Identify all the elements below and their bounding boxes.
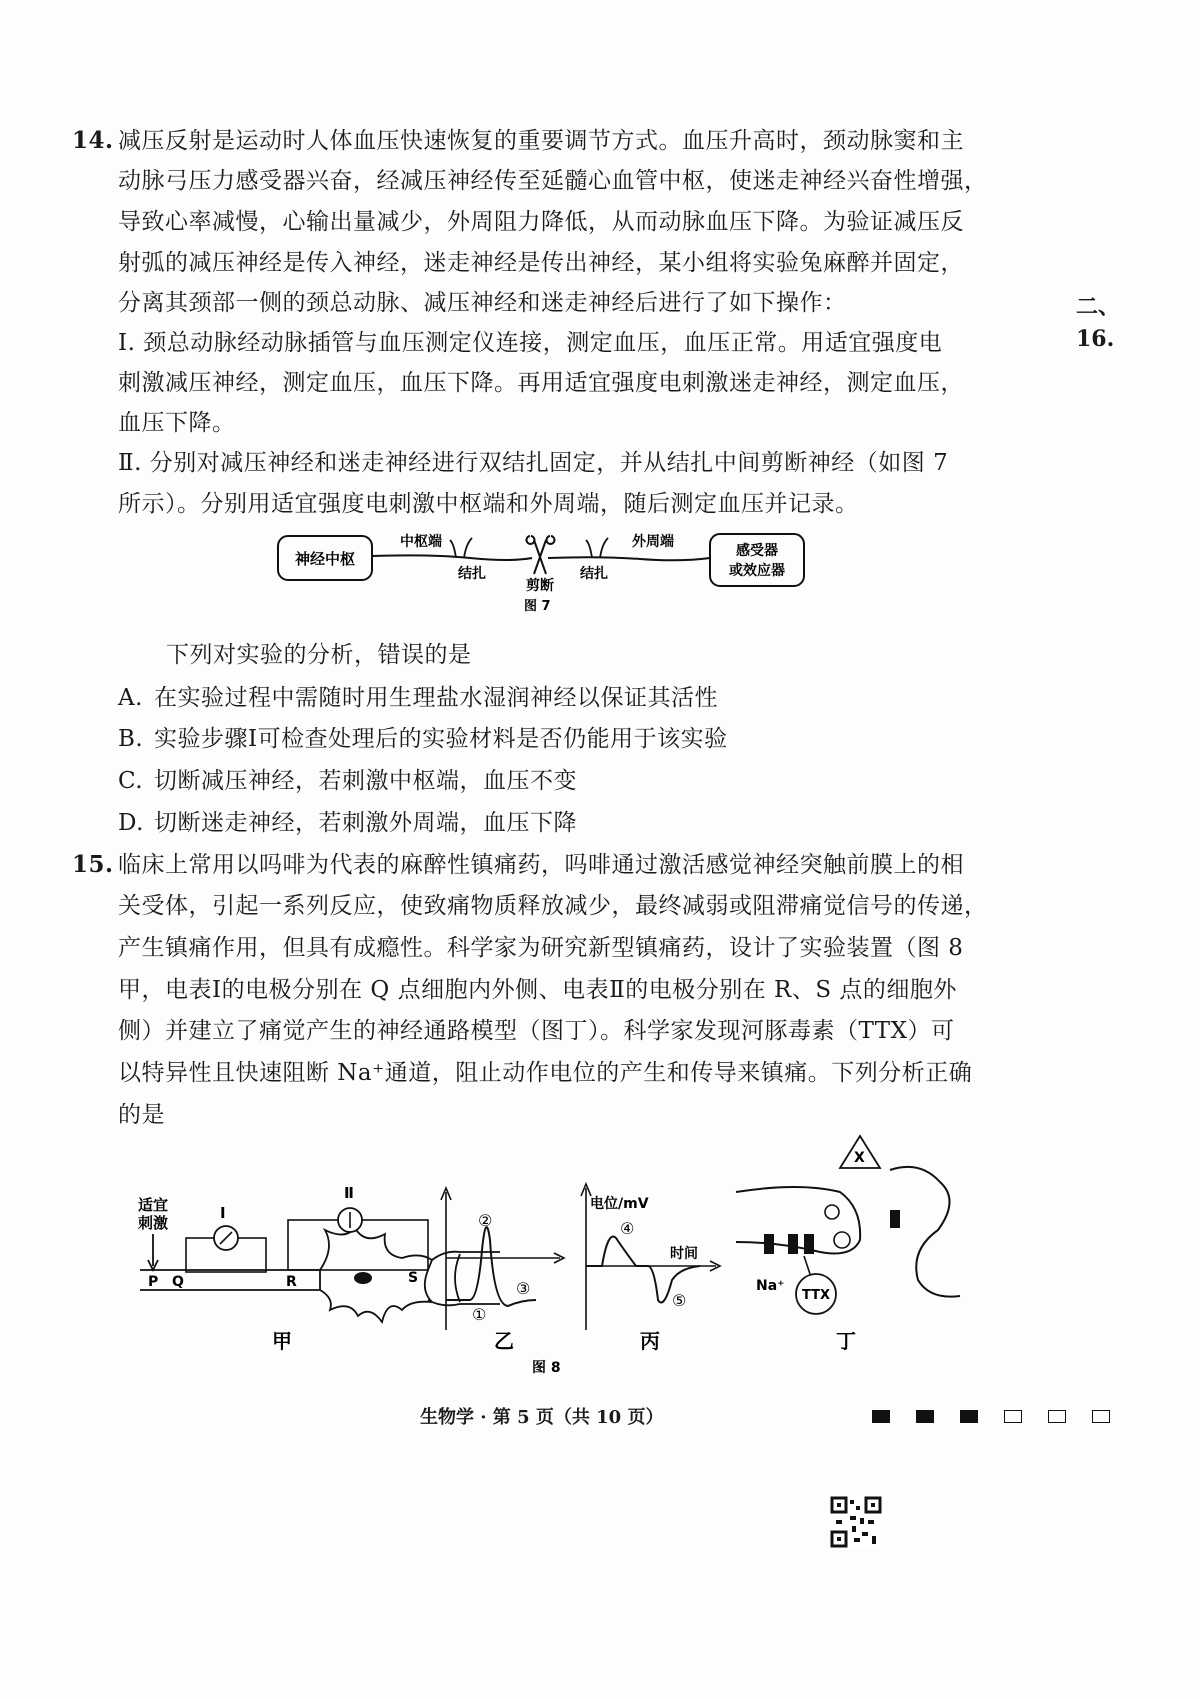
figure-8-caption: 图 8 — [532, 1360, 561, 1376]
dendrite — [428, 1252, 500, 1306]
question-14-number: 14. — [72, 127, 114, 154]
question-15-line-1: 临床上常用以吗啡为代表的麻醉性镇痛药，吗啡通过激活感觉神经突触前膜上的相 — [118, 852, 964, 878]
na-channel-2 — [788, 1234, 798, 1254]
step-2-line-1: Ⅱ. 分别对减压神经和迷走神经进行双结扎固定，并从结扎中间剪断神经（如图 7 — [118, 450, 949, 476]
question-15-line-2: 关受体，引起一系列反应，使致痛物质释放减少，最终减弱或阻滞痛觉信号的传递， — [118, 893, 988, 919]
edge-text-2: 16. — [1076, 326, 1115, 352]
meter-2-label: Ⅱ — [344, 1184, 354, 1202]
question-15-number: 15. — [72, 851, 114, 878]
step-1-line-3: 血压下降。 — [118, 410, 236, 436]
option-c-letter: C. — [118, 768, 144, 794]
option-a-text: 在实验过程中需随时用生理盐水湿润神经以保证其活性 — [154, 685, 718, 711]
yi-marker-1: ① — [472, 1305, 487, 1324]
point-r: R — [286, 1274, 297, 1290]
question-15-line-4: 甲，电表Ⅰ的电极分别在 Q 点细胞内外侧、电表Ⅱ的电极分别在 R、S 点的细胞外 — [118, 977, 957, 1003]
point-p: P — [148, 1274, 159, 1290]
bing-marker-4: ④ — [620, 1219, 635, 1238]
postsynaptic-membrane — [890, 1167, 960, 1297]
panel-yi-label: 乙 — [494, 1329, 514, 1353]
na-channel-3 — [804, 1234, 814, 1254]
postsynaptic-receptor — [890, 1210, 900, 1228]
option-c-text: 切断减压神经，若刺激中枢端，血压不变 — [154, 768, 577, 794]
yi-marker-2: ② — [478, 1211, 493, 1230]
yi-marker-3: ③ — [516, 1279, 531, 1298]
option-a-letter: A. — [118, 685, 143, 711]
question-14-line-5: 分离其颈部一侧的颈总动脉、减压神经和迷走神经后进行了如下操作： — [118, 290, 847, 316]
bing-y-label: 电位/mV — [590, 1196, 649, 1212]
question-15-line-7: 的是 — [118, 1102, 165, 1128]
peripheral-end-label: 外周端 — [632, 534, 674, 550]
progress-box-3 — [960, 1410, 978, 1423]
meter-1-label: Ⅰ — [220, 1204, 226, 1222]
question-14-line-1: 减压反射是运动时人体血压快速恢复的重要调节方式。血压升高时，颈动脉窦和主 — [118, 128, 964, 154]
figure-8 — [120, 1130, 1020, 1380]
panel-yi — [441, 1188, 564, 1353]
nerve-center-label: 神经中枢 — [294, 550, 356, 568]
nucleus — [354, 1272, 372, 1284]
figure-7 — [270, 526, 830, 612]
step-1-line-2: 刺激减压神经，测定血压，血压下降。再用适宜强度电刺激迷走神经，测定血压， — [118, 370, 964, 396]
panel-jia-label: 甲 — [272, 1329, 292, 1353]
ligature-right-icon — [586, 538, 608, 558]
question-15-line-6: 以特异性且快速阻断 Na⁺通道，阻止动作电位的产生和传导来镇痛。下列分析正确 — [118, 1060, 973, 1086]
panel-ding-label: 丁 — [836, 1329, 856, 1353]
receptor-x-label: X — [854, 1150, 865, 1166]
na-channel-1 — [764, 1234, 774, 1254]
vesicle-1 — [825, 1205, 839, 1219]
ttx-arrow — [804, 1256, 810, 1274]
na-ion-label: Na⁺ — [756, 1278, 785, 1294]
ligature-right-label: 结扎 — [580, 566, 608, 582]
question-15-line-5: 侧）并建立了痛觉产生的神经通路模型（图丁）。科学家发现河豚毒素（TTX）可 — [118, 1018, 955, 1044]
option-d-text: 切断迷走神经，若刺激外周端，血压下降 — [154, 810, 577, 836]
stimulus-label-2: 刺激 — [138, 1214, 169, 1232]
central-end-label: 中枢端 — [400, 534, 442, 550]
question-14-prompt: 下列对实验的分析，错误的是 — [166, 642, 472, 668]
progress-box-6 — [1092, 1410, 1110, 1423]
point-q: Q — [172, 1274, 184, 1290]
vesicle-2 — [834, 1232, 850, 1248]
effector-label-2: 或效应器 — [729, 563, 785, 579]
nerve-line-left — [372, 555, 532, 560]
effector-label-1: 感受器 — [736, 543, 778, 559]
panel-bing — [581, 1184, 720, 1353]
point-s: S — [408, 1270, 419, 1286]
edge-text-1: 二、 — [1076, 294, 1121, 320]
option-b-text: 实验步骤Ⅰ可检查处理后的实验材料是否仍能用于该实验 — [154, 726, 728, 752]
panel-ding — [736, 1136, 960, 1353]
scissors-icon — [527, 536, 555, 574]
question-15-line-3: 产生镇痛作用，但具有成瘾性。科学家为研究新型镇痛药，设计了实验装置（图 8 — [118, 935, 964, 961]
question-14-line-3: 导致心率减慢，心输出量减少，外周阻力降低，从而动脉血压下降。为验证减压反 — [118, 209, 964, 235]
figure-7-caption: 图 7 — [524, 599, 551, 612]
ligature-left-label: 结扎 — [458, 566, 486, 582]
qr-code — [830, 1496, 882, 1548]
question-14-line-4: 射弧的减压神经是传入神经，迷走神经是传出神经，某小组将实验兔麻醉并固定， — [118, 250, 964, 276]
panel-bing-label: 丙 — [640, 1329, 660, 1353]
progress-box-4 — [1004, 1410, 1022, 1423]
ligature-left-icon — [450, 538, 472, 558]
progress-box-5 — [1048, 1410, 1066, 1423]
step-1-line-1: Ⅰ. 颈总动脉经动脉插管与血压测定仪连接，测定血压，血压正常。用适宜强度电 — [118, 330, 943, 356]
question-14-line-2: 动脉弓压力感受器兴奋，经减压神经传至延髓心血管中枢，使迷走神经兴奋性增强， — [118, 168, 988, 194]
page-footer: 生物学 · 第 5 页（共 10 页） — [420, 1407, 664, 1428]
option-d-letter: D. — [118, 810, 144, 836]
step-2-line-2: 所示）。分别用适宜强度电刺激中枢端和外周端，随后测定血压并记录。 — [118, 491, 859, 517]
presynaptic-membrane — [736, 1187, 860, 1254]
bing-x-label: 时间 — [670, 1246, 698, 1262]
stimulus-label-1: 适宜 — [138, 1196, 169, 1214]
progress-box-1 — [872, 1410, 890, 1423]
bing-marker-5: ⑤ — [672, 1291, 687, 1310]
cut-label: 剪断 — [526, 578, 554, 594]
progress-box-2 — [916, 1410, 934, 1423]
option-b-letter: B. — [118, 726, 144, 752]
ttx-label: TTX — [802, 1288, 831, 1303]
nerve-line-right — [548, 557, 710, 560]
